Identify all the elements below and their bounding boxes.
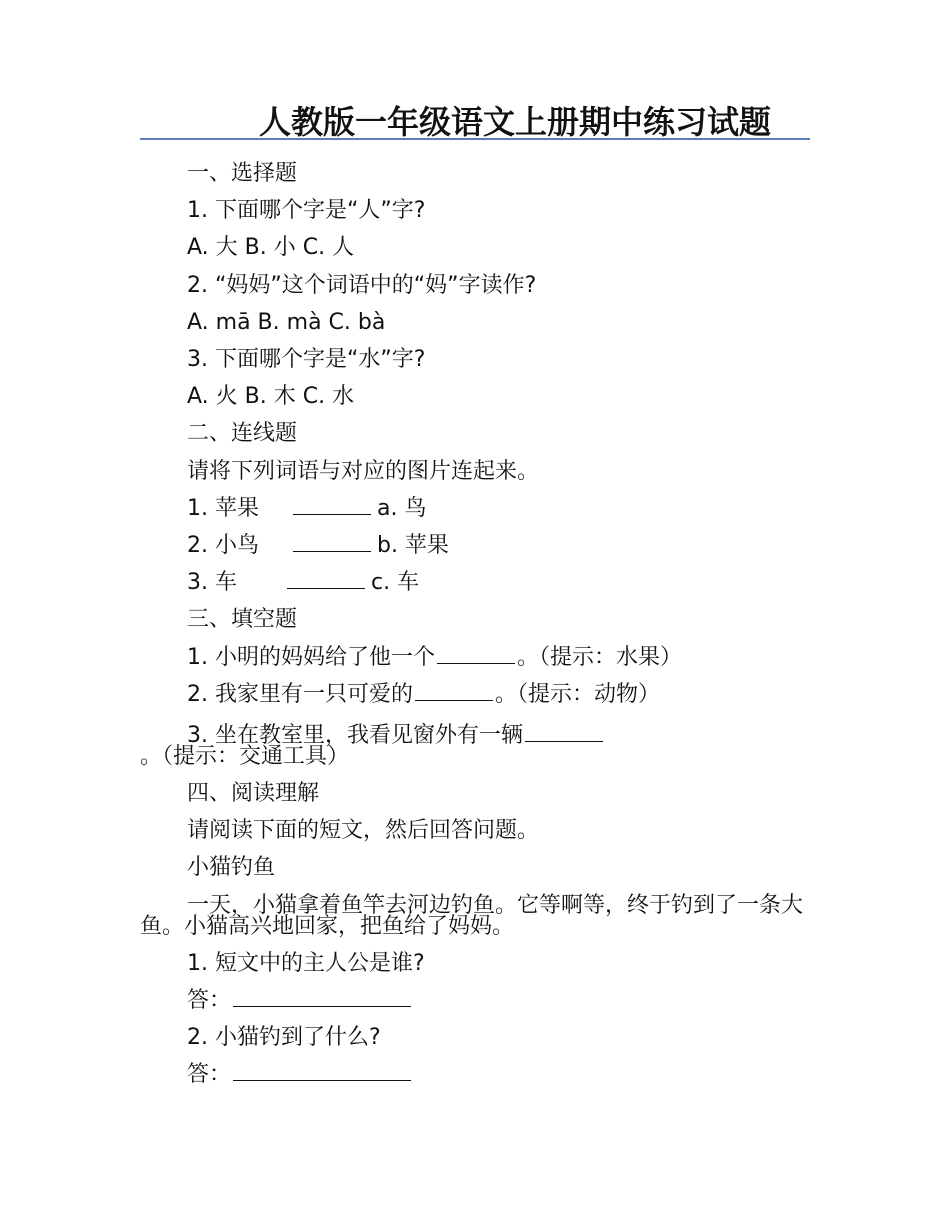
answer-blank [233, 986, 411, 1007]
reading-instruction: 请阅读下面的短文，然后回答问题。 [187, 818, 540, 844]
section-heading-fill: 三、填空题 [187, 607, 298, 633]
section-heading-choice: 一、选择题 [187, 161, 298, 186]
answer-label: 答： [187, 987, 232, 1013]
choice-question-3: 3. 下面哪个字是“水”字? [187, 347, 426, 373]
answer-blank [233, 1060, 411, 1081]
matching-right: a. 鸟 [376, 495, 427, 521]
fill-question-2 [140, 676, 810, 713]
matching-left: 2. 小鸟 [187, 533, 259, 559]
matching-right: b. 苹果 [376, 533, 449, 559]
reading-question-2: 2. 小猫钓到了什么? [187, 1025, 381, 1051]
fill-hint: 。（提示：水果） [516, 644, 682, 670]
fill-blank [437, 643, 515, 664]
matching-instruction: 请将下列词语与对应的图片连起来。 [187, 458, 540, 484]
choice-options-2: A. mā B. mà C. bà [187, 309, 386, 335]
fill-blank [415, 680, 493, 701]
title-underline [140, 138, 810, 140]
choice-options-1: A. 大 B. 小 C. 人 [187, 235, 355, 261]
choice-options-3: A. 火 B. 木 C. 水 [187, 384, 355, 410]
document-body [140, 155, 810, 1093]
matching-line [287, 568, 365, 589]
answer-label: 答： [187, 1062, 232, 1088]
matching-row [140, 490, 810, 527]
matching-right: c. 车 [370, 570, 420, 596]
fill-text: 2. 我家里有一只可爱的 [187, 681, 413, 707]
fill-question-1 [140, 639, 810, 676]
reading-question-1: 1. 短文中的主人公是谁? [187, 950, 425, 976]
matching-row [140, 564, 810, 601]
page-title: 人教版一年级语文上册期中练习试题 [258, 103, 771, 141]
section-heading-reading: 四、阅读理解 [187, 781, 320, 807]
matching-row [140, 527, 810, 564]
fill-question-3 [140, 721, 810, 770]
story-text: 一天，小猫拿着鱼竿去河边钓鱼。它等啊等，终于钓到了一条大鱼。小猫高兴地回家，把鱼给了妈妈。 [140, 892, 804, 939]
section-heading-matching: 二、连线题 [187, 421, 298, 447]
answer-line-1 [140, 982, 810, 1019]
fill-blank [525, 721, 603, 742]
matching-left: 3. 车 [187, 570, 237, 596]
matching-left: 1. 苹果 [187, 495, 259, 521]
choice-question-1: 1. 下面哪个字是“人”字? [187, 198, 426, 224]
matching-line [293, 531, 371, 552]
fill-text: 3. 坐在教室里，我看见窗外有一辆 [187, 723, 523, 749]
fill-hint: 。（提示：动物） [494, 681, 660, 707]
fill-text: 1. 小明的妈妈给了他一个 [187, 644, 435, 670]
story-title: 小猫钓鱼 [187, 855, 276, 881]
choice-question-2: 2. “妈妈”这个词语中的“妈”字读作? [187, 272, 537, 298]
fill-hint: 。（提示：交通工具） [140, 744, 350, 770]
matching-line [293, 494, 371, 515]
answer-line-2 [140, 1056, 810, 1093]
